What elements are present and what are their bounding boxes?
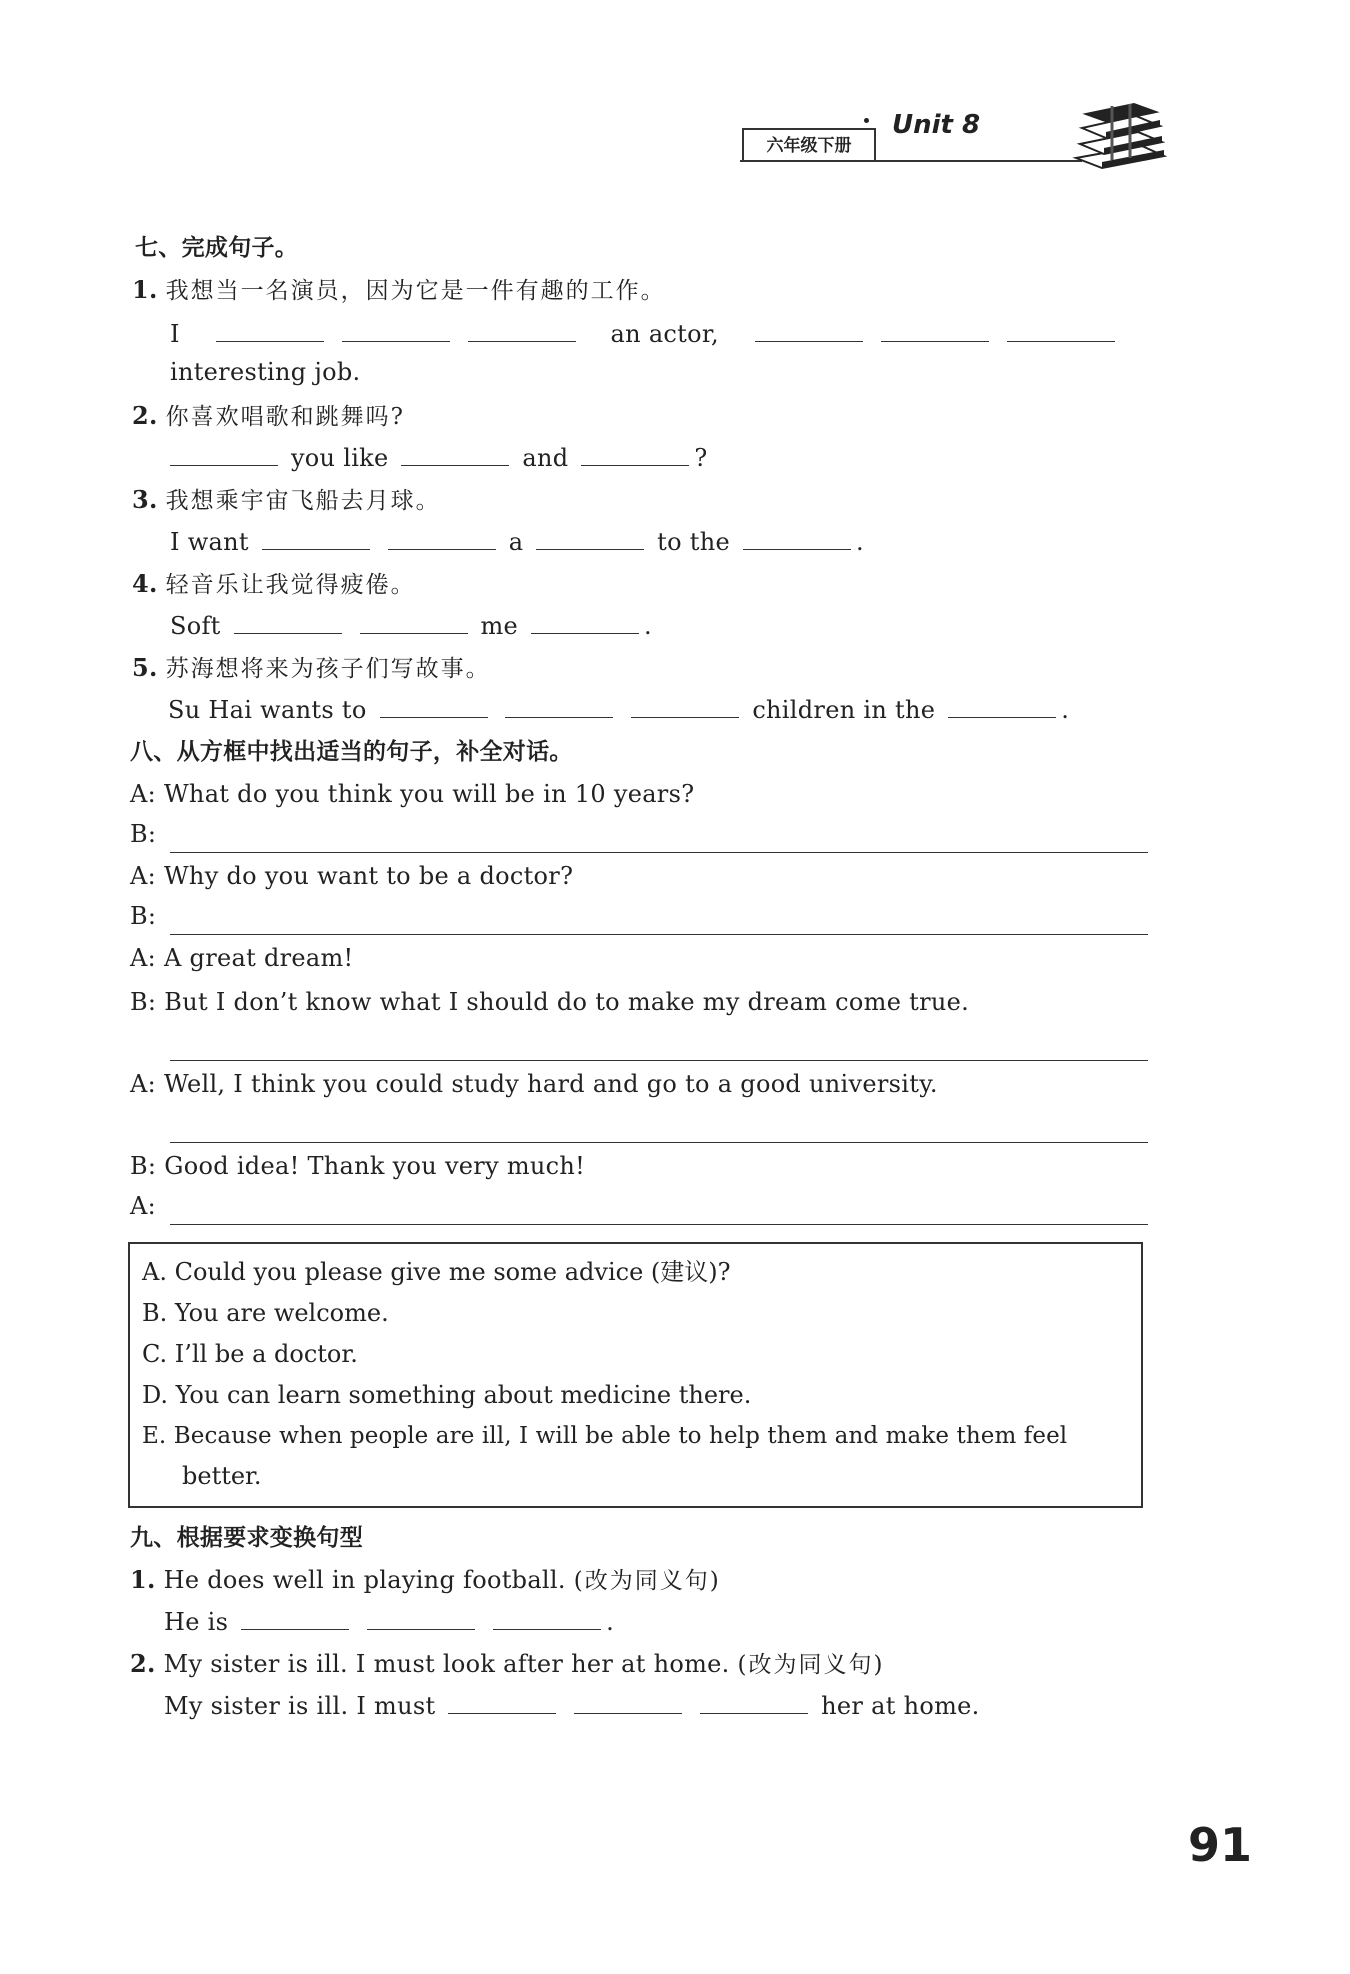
section7-title: 七、完成句子。 xyxy=(135,235,299,261)
answer-line[interactable] xyxy=(170,1224,1148,1225)
page-number: 91 xyxy=(1188,1818,1253,1872)
q9-2-answer xyxy=(164,1686,980,1726)
option-label: D. xyxy=(142,1381,169,1409)
grade-label: 六年级下册 xyxy=(742,128,876,162)
speaker-label: A: xyxy=(130,780,157,808)
blank[interactable] xyxy=(881,317,989,342)
sentence-text: her at home. xyxy=(821,1692,980,1720)
sentence-text: to the xyxy=(657,528,730,556)
q7-5-chinese xyxy=(132,648,491,688)
options-box xyxy=(128,1242,1143,1508)
q7-4-english xyxy=(170,606,652,646)
sentence-text: and xyxy=(522,444,569,472)
question-number: 1. xyxy=(130,1565,156,1594)
speaker-label: A: xyxy=(130,1070,157,1098)
question-chinese: 我想乘宇宙飞船去月球。 xyxy=(165,488,441,514)
header-rule xyxy=(740,160,1082,162)
blank[interactable] xyxy=(216,317,324,342)
q9-1-answer xyxy=(164,1602,614,1642)
dialogue-line xyxy=(130,774,694,814)
blank[interactable] xyxy=(948,693,1056,718)
blank[interactable] xyxy=(234,609,342,634)
dialogue-line xyxy=(130,982,969,1022)
question-number: 5. xyxy=(132,653,158,682)
sentence-text: ? xyxy=(694,444,708,472)
question-number: 1. xyxy=(132,275,158,304)
dialogue-line xyxy=(130,1064,938,1104)
option-b xyxy=(142,1293,389,1333)
blank[interactable] xyxy=(448,1689,556,1714)
blank[interactable] xyxy=(493,1605,601,1630)
option-label: C. xyxy=(142,1340,168,1368)
option-text: You can learn something about medicine there. xyxy=(175,1381,752,1409)
blank[interactable] xyxy=(743,525,851,550)
speaker-label: A: xyxy=(130,1192,157,1220)
dialogue-text: A great dream! xyxy=(163,944,354,972)
blank[interactable] xyxy=(574,1689,682,1714)
blank[interactable] xyxy=(505,693,613,718)
blank[interactable] xyxy=(360,609,468,634)
dialogue-text: Good idea! Thank you very much! xyxy=(164,1152,586,1180)
sentence-text: children in the xyxy=(752,696,936,724)
question-chinese: 轻音乐让我觉得疲倦。 xyxy=(165,572,416,598)
question-number: 2. xyxy=(132,401,158,430)
option-c xyxy=(142,1334,358,1374)
q7-1-english-cont: interesting job. xyxy=(170,358,361,386)
dialogue-text: But I don’t know what I should do to make my dream come true. xyxy=(164,988,970,1016)
question-chinese: 我想当一名演员，因为它是一件有趣的工作。 xyxy=(165,278,666,304)
dialogue-line xyxy=(130,1146,585,1186)
blank[interactable] xyxy=(1007,317,1115,342)
answer-line[interactable] xyxy=(170,1142,1148,1143)
answer-line[interactable] xyxy=(170,1060,1148,1061)
sentence-text: My sister is ill. I must look after her at home. xyxy=(163,1650,730,1678)
q9-1 xyxy=(130,1560,721,1600)
unit-title: Unit 8 xyxy=(892,110,981,140)
dialogue-line xyxy=(130,856,573,896)
question-chinese: 你喜欢唱歌和跳舞吗? xyxy=(165,404,405,430)
sentence-text: . xyxy=(643,612,652,640)
option-text: You are welcome. xyxy=(174,1299,389,1327)
question-number: 3. xyxy=(132,485,158,514)
q7-2-english xyxy=(165,438,708,478)
option-a xyxy=(142,1252,731,1292)
section9-title: 九、根据要求变换句型 xyxy=(130,1525,363,1551)
dialogue-line xyxy=(130,896,156,936)
speaker-label: B: xyxy=(130,902,157,930)
q7-5-english xyxy=(168,690,1069,730)
blank[interactable] xyxy=(468,317,576,342)
sentence-text: My sister is ill. I must xyxy=(164,1692,436,1720)
answer-line[interactable] xyxy=(170,852,1148,853)
sentence-text: a xyxy=(508,528,524,556)
speaker-label: A: xyxy=(130,862,157,890)
sentence-text: Soft xyxy=(170,612,221,640)
option-e xyxy=(142,1416,1067,1456)
answer-line[interactable] xyxy=(170,934,1148,935)
speaker-label: B: xyxy=(130,988,157,1016)
option-e-cont: better. xyxy=(182,1462,262,1490)
q7-1-english xyxy=(170,314,1120,354)
section8-title: 八、从方框中找出适当的句子，补全对话。 xyxy=(130,739,573,765)
blank[interactable] xyxy=(367,1605,475,1630)
speaker-label: A: xyxy=(130,944,157,972)
question-chinese: 苏海想将来为孩子们写故事。 xyxy=(165,656,491,682)
option-label: E. xyxy=(142,1423,167,1449)
q7-3-english xyxy=(170,522,864,562)
speaker-label: B: xyxy=(130,820,157,848)
q9-2 xyxy=(130,1644,884,1684)
sentence-text: me xyxy=(480,612,518,640)
sentence-text: you like xyxy=(290,444,389,472)
dialogue-line xyxy=(130,938,354,978)
q7-2-chinese xyxy=(132,396,405,436)
blank[interactable] xyxy=(380,693,488,718)
dialogue-text: Why do you want to be a doctor? xyxy=(163,862,574,890)
blank[interactable] xyxy=(700,1689,808,1714)
blank[interactable] xyxy=(755,317,863,342)
sentence-text: . xyxy=(1061,696,1070,724)
blank[interactable] xyxy=(536,525,644,550)
option-d xyxy=(142,1375,751,1415)
sentence-text: . xyxy=(855,528,864,556)
sentence-text: I xyxy=(170,320,180,348)
blank[interactable] xyxy=(388,525,496,550)
blank[interactable] xyxy=(241,1605,349,1630)
dialogue-text: What do you think you will be in 10 years? xyxy=(163,780,695,808)
option-text: I’ll be a doctor. xyxy=(174,1340,358,1368)
option-text: Could you please give me some advice (建议)? xyxy=(174,1258,731,1286)
dialogue-line xyxy=(130,1186,156,1226)
q7-1-chinese xyxy=(132,270,666,310)
instruction-note: (改为同义句) xyxy=(737,1652,885,1678)
blank[interactable] xyxy=(342,317,450,342)
question-number: 2. xyxy=(130,1649,156,1678)
option-label: A. xyxy=(142,1258,167,1286)
blank[interactable] xyxy=(401,441,509,466)
sentence-text: . xyxy=(606,1608,615,1636)
sentence-text: He is xyxy=(164,1608,229,1636)
option-label: B. xyxy=(142,1299,168,1327)
dialogue-text: Well, I think you could study hard and go to a good university. xyxy=(163,1070,938,1098)
blank[interactable] xyxy=(531,609,639,634)
sentence-text: I want xyxy=(170,528,249,556)
question-number: 4. xyxy=(132,569,158,598)
sentence-text: He does well in playing football. xyxy=(163,1566,566,1594)
q7-4-chinese xyxy=(132,564,416,604)
blank[interactable] xyxy=(581,441,689,466)
blank[interactable] xyxy=(170,441,278,466)
stacked-books-icon xyxy=(1072,100,1168,170)
sentence-text: an actor, xyxy=(610,320,719,348)
option-text: Because when people are ill, I will be able to help them and make them feel xyxy=(173,1423,1068,1449)
dialogue-line xyxy=(130,814,156,854)
speaker-label: B: xyxy=(130,1152,157,1180)
instruction-note: (改为同义句) xyxy=(573,1568,721,1594)
sentence-text: Su Hai wants to xyxy=(168,696,367,724)
header-dot xyxy=(864,118,869,123)
blank[interactable] xyxy=(262,525,370,550)
blank[interactable] xyxy=(631,693,739,718)
q7-3-chinese xyxy=(132,480,441,520)
